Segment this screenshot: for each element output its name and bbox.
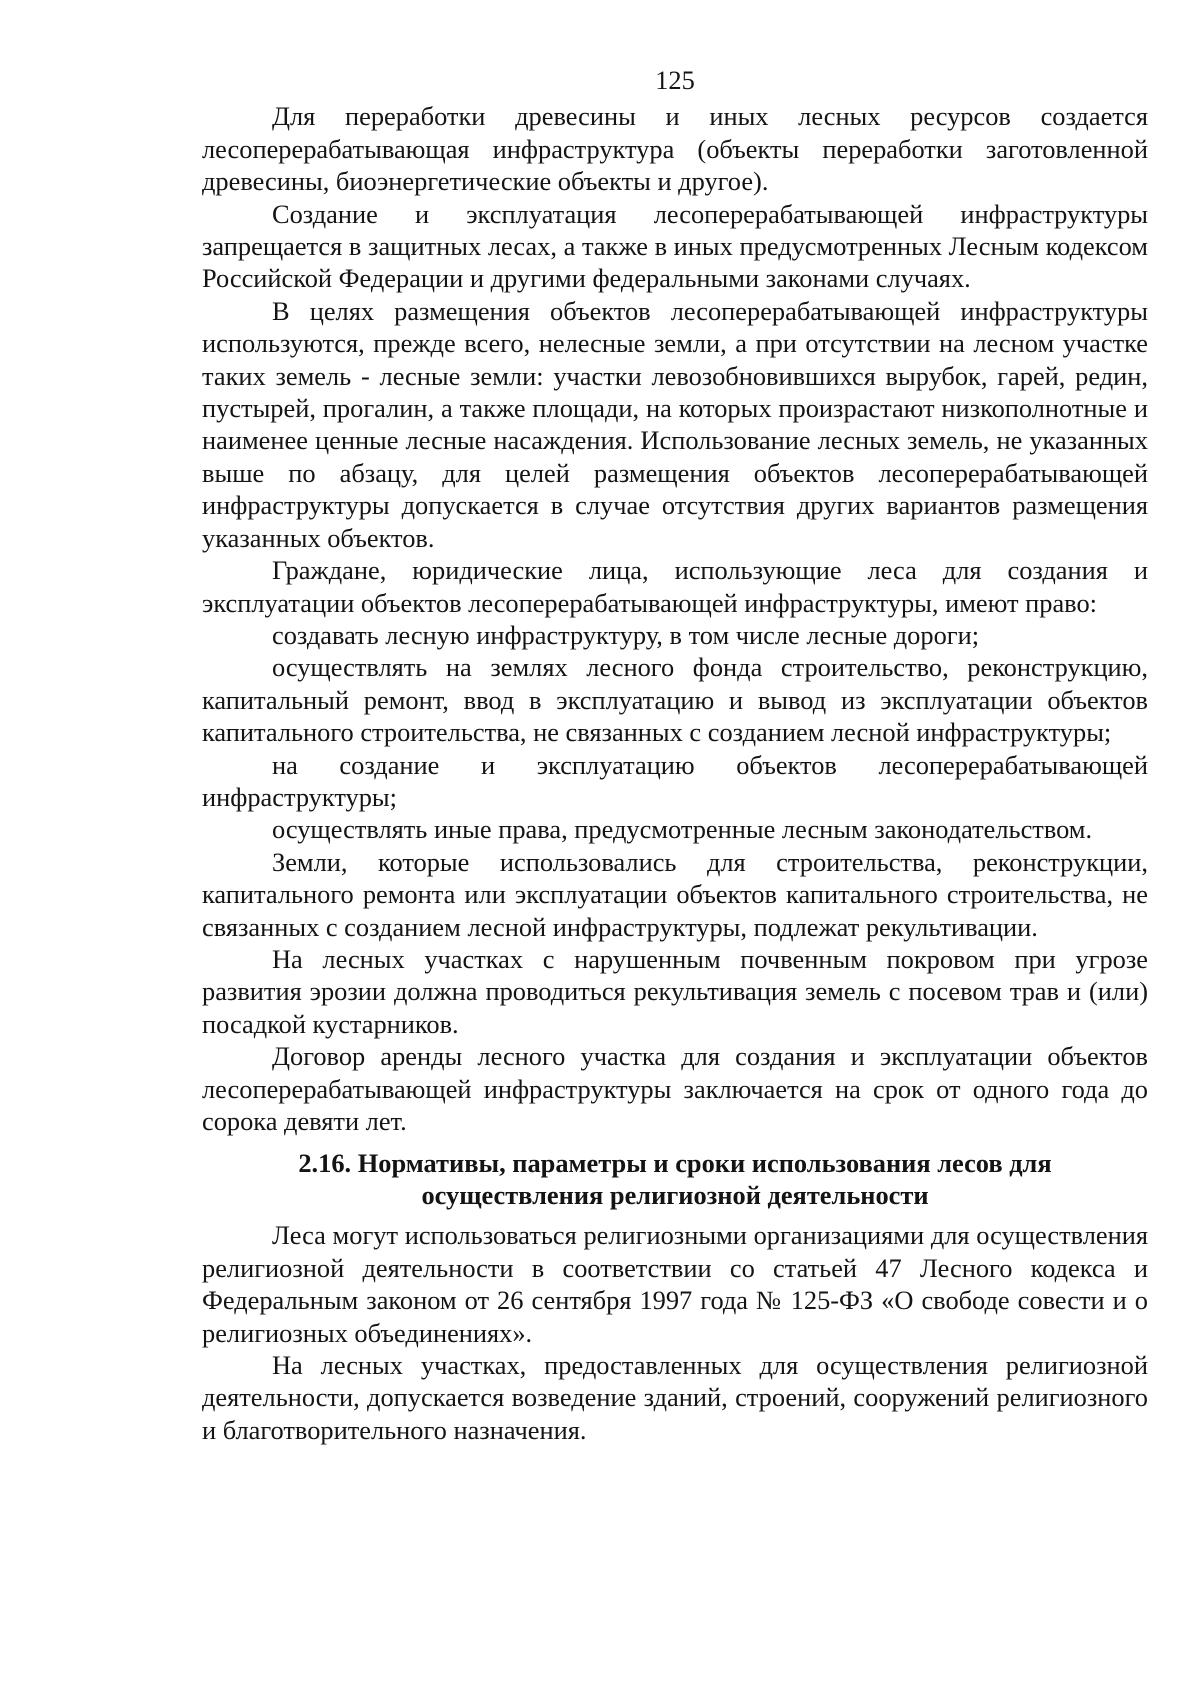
paragraph: Договор аренды лесного участка для создания и эксплуатации объектов лесоперерабатывающей инфраструктуры заключается на срок от одного года до сорока девяти лет.: [202, 1041, 1148, 1136]
paragraph: Граждане, юридические лица, использующие леса для создания и эксплуатации объектов лесоперерабатывающей инфраструктуры, имеют право:: [202, 555, 1148, 618]
section-heading-line: осуществления религиозной деятельности: [421, 1180, 929, 1211]
section-heading-line: 2.16. Нормативы, параметры и сроки использования лесов для: [298, 1148, 1052, 1179]
list-item: осуществлять иные права, предусмотренные лесным законодательством.: [272, 814, 1093, 845]
paragraph: Создание и эксплуатация лесоперерабатывающей инфраструктуры запрещается в защитных лесах, а также в иных предусмотренных Лесным кодексом Российской Федерации и другими федеральными законами случаях.: [202, 198, 1148, 294]
paragraph: Леса могут использоваться религиозными организациями для осуществления религиозной деятельности в соответствии со статьей 47 Лесного кодекса и Федеральным законом от 26 сентября 1997 года № 125-ФЗ «О свободе совести и о религиозных объединениях».: [202, 1220, 1148, 1348]
list-item: осуществлять на землях лесного фонда строительство, реконструкцию, капитальный ремонт, ввод в эксплуатацию и вывод из эксплуатации объектов капитального строительства, не связанных с созданием лесной инфраструктуры;: [202, 652, 1148, 748]
list-item: создавать лесную инфраструктуру, в том числе лесные дороги;: [272, 619, 980, 650]
paragraph: Земли, которые использовались для строительства, реконструкции, капитального ремонта или эксплуатации объектов капитального строительства, не связанных с созданием лесной инфраструктуры, подлежат рекультивации.: [202, 846, 1148, 942]
section-heading: [202, 1147, 1148, 1211]
paragraph: На лесных участках, предоставленных для осуществления религиозной деятельности, допускается возведение зданий, строений, сооружений религиозного и благотворительного назначения.: [202, 1350, 1148, 1445]
paragraph: В целях размещения объектов лесоперерабатывающей инфраструктуры используются, прежде всего, нелесные земли, а при отсутствии на лесном участке таких земель - лесные земли: участки левозобновившихся вырубок, гарей, редин, пустырей, прогалин, а также площади, на которых произрастают низкополнотные и наименее ценные лесные насаждения. Использование лесных земель, не указанных выше по абзацу, для целей размещения объектов лесоперерабатывающей инфраструктуры допускается в случае отсутствия других вариантов размещения указанных объектов.: [202, 295, 1148, 553]
paragraph: Для переработки древесины и иных лесных ресурсов создается лесоперерабатывающая инфраструктура (объекты переработки заготовленной древесины, биоэнергетические объекты и другое).: [202, 101, 1148, 197]
page-number: 125: [655, 65, 695, 95]
paragraph: На лесных участках с нарушенным почвенным покровом при угрозе развития эрозии должна проводиться рекультивация земель с посевом трав и (или) посадкой кустарников.: [202, 943, 1148, 1039]
list-item: на создание и эксплуатацию объектов лесоперерабатывающей инфраструктуры;: [202, 749, 1148, 812]
document-page: [202, 64, 1148, 1446]
